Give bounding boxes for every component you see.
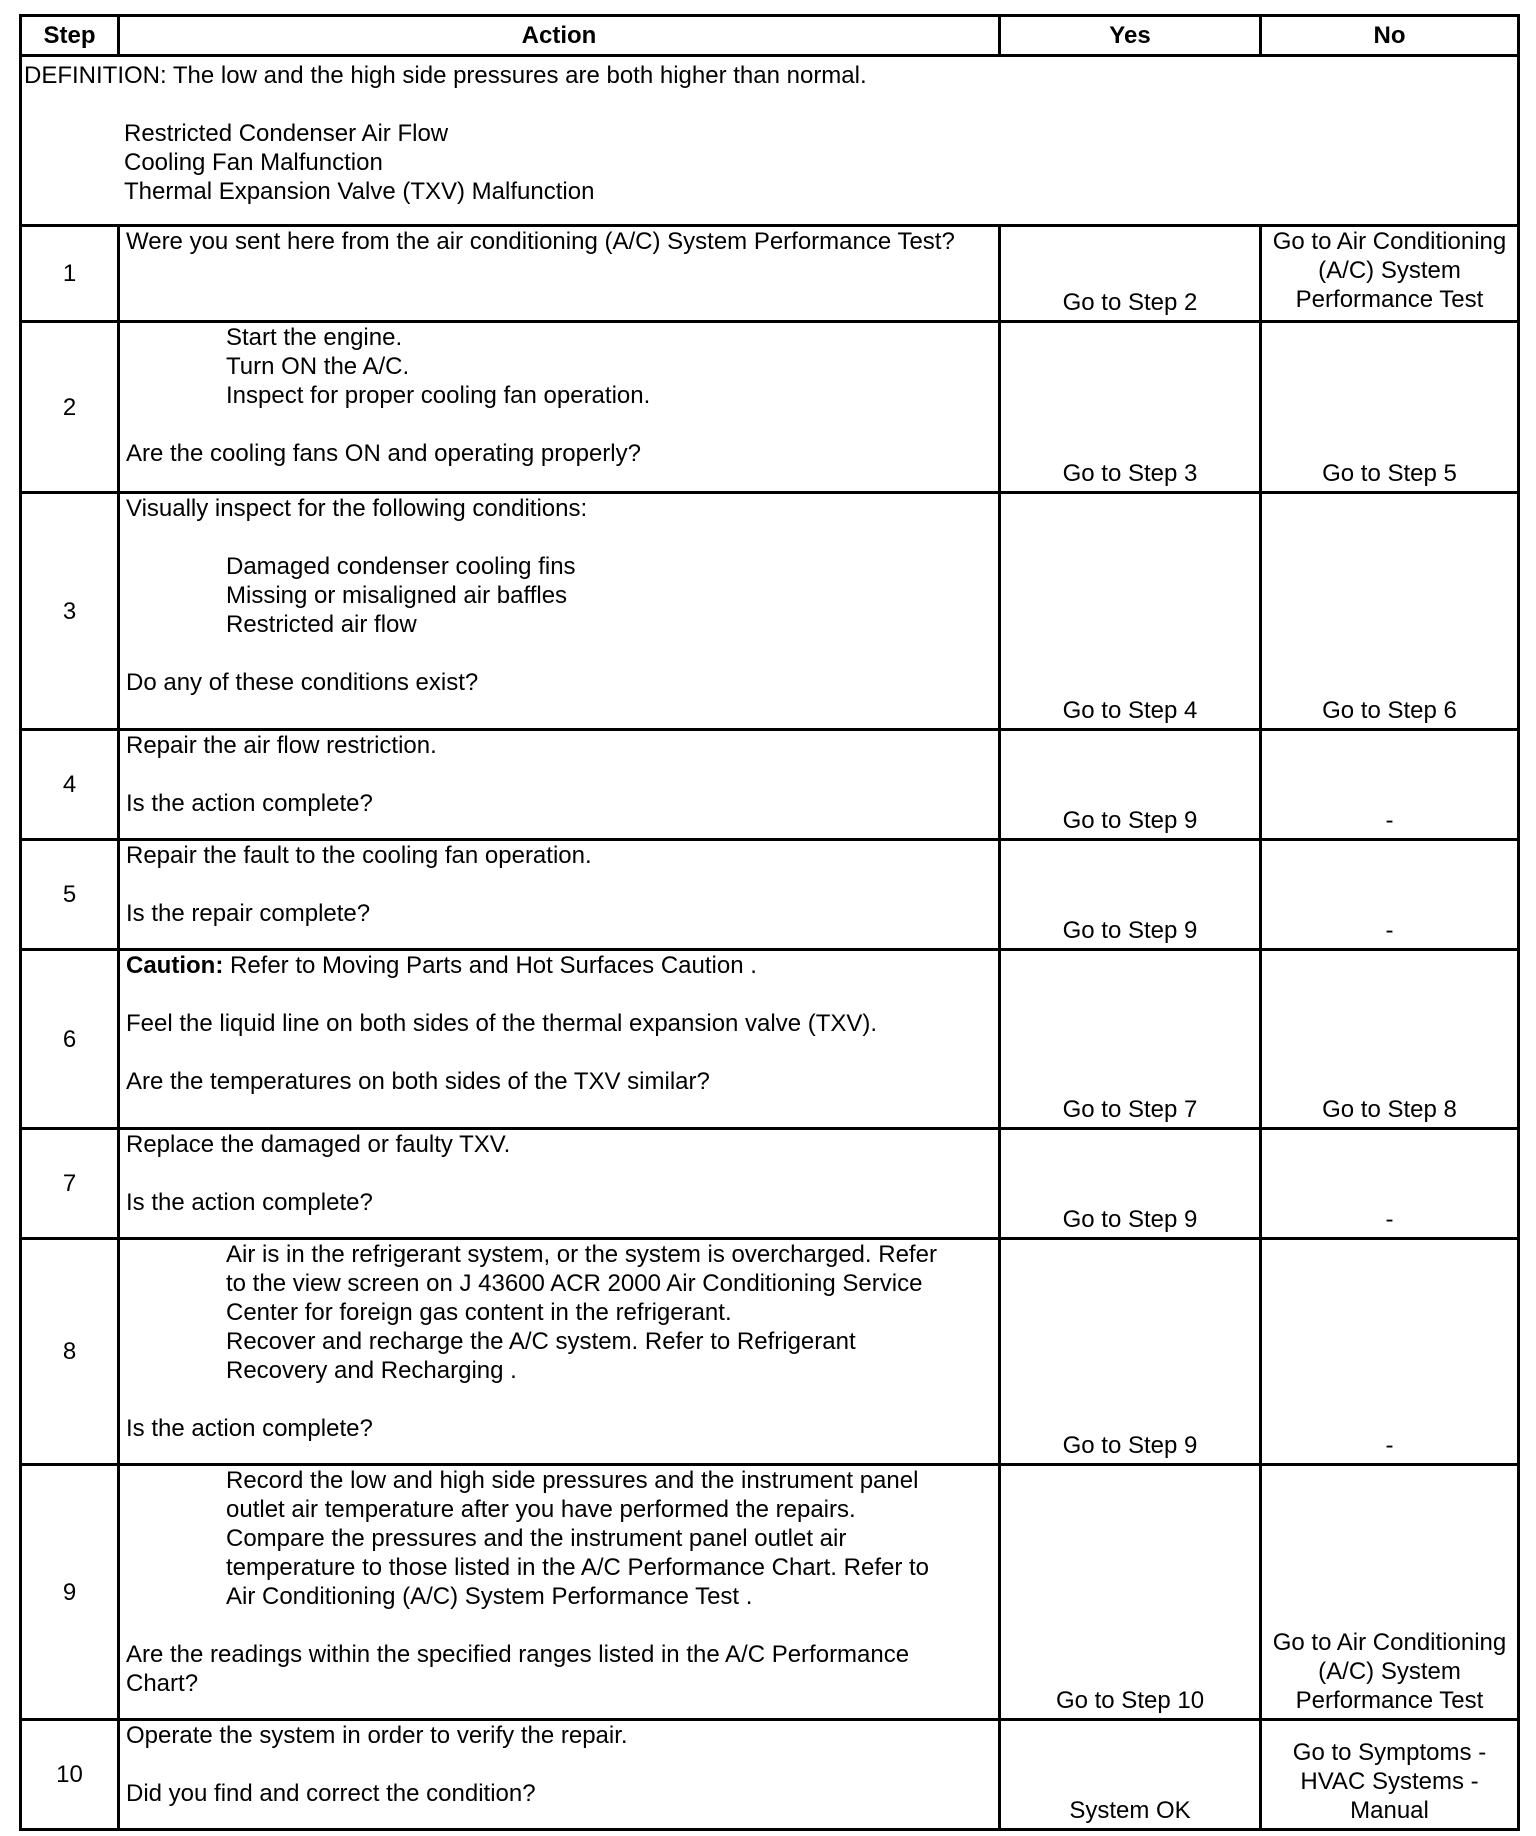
step-row-10 [21,1720,1519,1830]
step-row-6 [21,950,1519,1129]
definition-item: Thermal Expansion Valve (TXV) Malfunction [124,178,595,205]
step-item: to the view screen on J 43600 ACR 2000 Air Conditioning Service [226,1270,923,1297]
step-action [119,1129,1000,1239]
step-question: Were you sent here from the air conditioning (A/C) System Performance Test? [126,228,955,255]
step-no: Go to Air Conditioning (A/C) System Performance Test [1261,1465,1519,1720]
step-item: Recover and recharge the A/C system. Refer to Refrigerant [226,1328,856,1355]
step-item: outlet air temperature after you have performed the repairs. [226,1496,856,1523]
step-no: Go to Step 5 [1261,322,1519,493]
step-item: Compare the pressures and the instrument panel outlet air [226,1525,847,1552]
step-number: 3 [21,493,119,730]
step-action [119,1720,1000,1830]
step-number: 7 [21,1129,119,1239]
step-number: 8 [21,1239,119,1465]
step-row-8 [21,1239,1519,1465]
step-yes: Go to Step 3 [1000,322,1261,493]
step-question: Is the repair complete? [126,900,371,927]
step-question: Are the temperatures on both sides of the TXV similar? [126,1068,710,1095]
step-intro: Replace the damaged or faulty TXV. [126,1131,511,1158]
step-item: Center for foreign gas content in the refrigerant. [226,1299,732,1326]
step-question: Chart? [126,1670,199,1697]
step-item: Start the engine. [226,324,403,351]
step-number: 5 [21,840,119,950]
step-intro: Visually inspect for the following conditions: [126,495,588,522]
header-row [21,16,1519,56]
step-item: temperature to those listed in the A/C Performance Chart. Refer to [226,1554,930,1581]
step-yes: Go to Step 2 [1000,226,1261,322]
step-item: Missing or misaligned air baffles [226,582,568,609]
step-action [119,730,1000,840]
step-number: 1 [21,226,119,322]
caution-line [126,951,992,980]
step-question: Is the action complete? [126,1415,373,1442]
step-number: 2 [21,322,119,493]
header-step: Step [21,16,119,56]
step-row-2 [21,322,1519,493]
step-intro: Operate the system in order to verify the repair. [126,1722,628,1749]
step-question: Do any of these conditions exist? [126,669,479,696]
step-action [119,950,1000,1129]
step-yes: Go to Step 9 [1000,1129,1261,1239]
step-item: Turn ON the A/C. [226,353,410,380]
step-action [119,1239,1000,1465]
step-yes: Go to Step 7 [1000,950,1261,1129]
step-no: Go to Step 8 [1261,950,1519,1129]
step-number: 9 [21,1465,119,1720]
step-no: Go to Symptoms - HVAC Systems - Manual [1261,1720,1519,1830]
step-item: Record the low and high side pressures and the instrument panel [226,1467,919,1494]
definition-item: Cooling Fan Malfunction [124,149,383,176]
step-question: Is the action complete? [126,1189,373,1216]
step-yes: System OK [1000,1720,1261,1830]
step-no: - [1261,1129,1519,1239]
step-number: 4 [21,730,119,840]
step-action [119,1465,1000,1720]
step-no: - [1261,730,1519,840]
step-number: 10 [21,1720,119,1830]
step-item: Restricted air flow [226,611,417,638]
step-no: - [1261,1239,1519,1465]
step-item: Damaged condenser cooling fins [226,553,576,580]
diagnostic-table [19,14,1520,1831]
step-yes: Go to Step 10 [1000,1465,1261,1720]
step-row-9 [21,1465,1519,1720]
step-row-1 [21,226,1519,322]
definition-text: DEFINITION: The low and the high side pressures are both higher than normal. [24,62,867,89]
step-item: Inspect for proper cooling fan operation. [226,382,651,409]
step-no: Go to Step 6 [1261,493,1519,730]
step-question: Did you find and correct the condition? [126,1780,536,1807]
step-question: Are the cooling fans ON and operating properly? [126,440,641,467]
step-yes: Go to Step 9 [1000,1239,1261,1465]
header-no: No [1261,16,1519,56]
step-item: Air is in the refrigerant system, or the system is overcharged. Refer [226,1241,937,1268]
step-yes: Go to Step 9 [1000,840,1261,950]
step-yes: Go to Step 4 [1000,493,1261,730]
step-row-3 [21,493,1519,730]
step-action [119,226,1000,322]
step-intro: Repair the fault to the cooling fan operation. [126,842,592,869]
step-item: Air Conditioning (A/C) System Performance Test . [226,1583,753,1610]
header-yes: Yes [1000,16,1261,56]
step-action [119,840,1000,950]
step-intro: Repair the air flow restriction. [126,732,437,759]
step-no: - [1261,840,1519,950]
step-row-4 [21,730,1519,840]
step-question: Are the readings within the specified ranges listed in the A/C Performance [126,1641,910,1668]
definition-row [21,56,1519,226]
definition-cell [21,56,1519,226]
step-row-5 [21,840,1519,950]
caution-text: Refer to Moving Parts and Hot Surfaces Caution . [223,952,757,979]
step-action [119,322,1000,493]
header-action: Action [119,16,1000,56]
step-row-7 [21,1129,1519,1239]
step-yes: Go to Step 9 [1000,730,1261,840]
step-action [119,493,1000,730]
caution-label: Caution: [126,952,224,979]
step-question: Is the action complete? [126,790,373,817]
step-middle: Feel the liquid line on both sides of the thermal expansion valve (TXV). [126,1010,878,1037]
step-number: 6 [21,950,119,1129]
definition-item: Restricted Condenser Air Flow [124,120,449,147]
step-item: Recovery and Recharging . [226,1357,517,1384]
step-no: Go to Air Conditioning (A/C) System Performance Test [1261,226,1519,322]
